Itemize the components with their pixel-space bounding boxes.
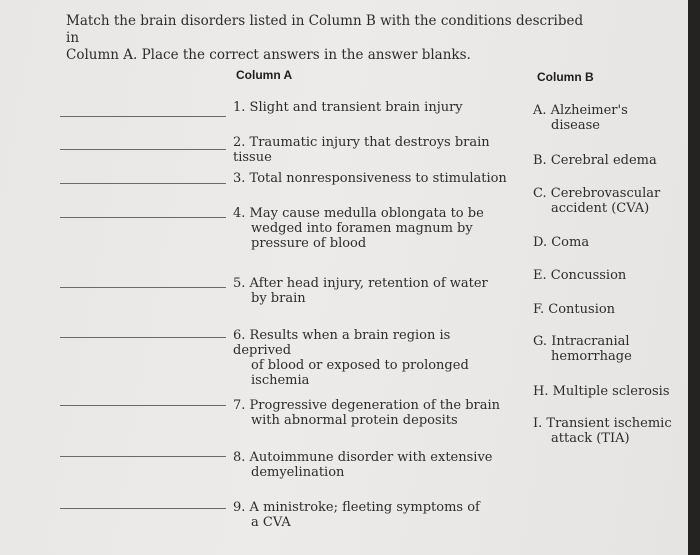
question-number: 6. <box>233 328 246 343</box>
question-text: with abnormal protein deposits <box>251 413 458 428</box>
question-text: by brain <box>251 291 306 306</box>
question-number: 4. <box>233 206 246 221</box>
question-number: 9. <box>233 500 246 515</box>
question-4 <box>233 206 508 251</box>
answer-option-a <box>533 103 683 133</box>
answer-blank-6[interactable] <box>60 337 226 338</box>
option-text: accident (CVA) <box>551 201 650 216</box>
answer-option-g <box>533 334 683 364</box>
photo-background-edge <box>688 0 700 555</box>
option-text: Cerebral edema <box>550 153 657 168</box>
question-number: 5. <box>233 276 246 291</box>
question-text: Total nonresponsiveness to stimulation <box>249 171 507 186</box>
question-3 <box>233 171 508 186</box>
answer-blank-7[interactable] <box>60 405 226 406</box>
option-letter: F. <box>533 302 545 317</box>
question-8 <box>233 450 508 480</box>
option-text: Transient ischemic <box>546 416 672 431</box>
question-text: Traumatic injury that destroys brain tissue <box>233 135 490 165</box>
question-2 <box>233 135 508 165</box>
question-text: Autoimmune disorder with extensive <box>249 450 493 465</box>
option-letter: C. <box>533 186 547 201</box>
answer-blank-2[interactable] <box>60 149 226 150</box>
option-text: Alzheimer's <box>550 103 628 118</box>
answer-blank-4[interactable] <box>60 217 226 218</box>
instructions <box>66 13 586 64</box>
question-text: ischemia <box>251 373 310 388</box>
answer-option-f <box>533 302 683 317</box>
instructions-line-1: Match the brain disorders listed in Column B with the conditions described in <box>66 13 584 46</box>
option-text: Coma <box>551 235 590 250</box>
option-letter: H. <box>533 384 549 399</box>
question-number: 8. <box>233 450 246 465</box>
answer-option-b <box>533 153 683 168</box>
answer-blank-8[interactable] <box>60 456 226 457</box>
column-a-header: Column A <box>236 68 293 82</box>
option-text: Intracranial <box>551 334 630 349</box>
question-number: 2. <box>233 135 246 150</box>
answer-option-e <box>533 268 683 283</box>
answer-blank-3[interactable] <box>60 183 226 184</box>
answer-blank-9[interactable] <box>60 508 226 509</box>
answer-option-h <box>533 384 683 399</box>
option-letter: G. <box>533 334 548 349</box>
option-letter: E. <box>533 268 547 283</box>
question-9 <box>233 500 508 530</box>
question-text: Results when a brain region is deprived <box>233 328 451 358</box>
question-7 <box>233 398 508 428</box>
question-number: 7. <box>233 398 246 413</box>
question-number: 1. <box>233 100 246 115</box>
column-b-header: Column B <box>537 70 594 84</box>
answer-blank-5[interactable] <box>60 287 226 288</box>
answer-option-c <box>533 186 683 216</box>
option-letter: I. <box>533 416 543 431</box>
question-1 <box>233 100 508 115</box>
option-text: Contusion <box>548 302 616 317</box>
option-text: Concussion <box>550 268 627 283</box>
question-5 <box>233 276 508 306</box>
option-text: Multiple sclerosis <box>552 384 670 399</box>
answer-blank-1[interactable] <box>60 116 226 117</box>
question-text: pressure of blood <box>251 236 367 251</box>
question-text: After head injury, retention of water <box>249 276 488 291</box>
question-text: May cause medulla oblongata to be <box>249 206 484 221</box>
question-text: demyelination <box>251 465 345 480</box>
question-text: wedged into foramen magnum by <box>251 221 473 236</box>
answer-option-d <box>533 235 683 250</box>
option-text: Cerebrovascular <box>550 186 661 201</box>
question-text: Progressive degeneration of the brain <box>249 398 501 413</box>
question-text: of blood or exposed to prolonged <box>251 358 469 373</box>
answer-option-i <box>533 416 683 446</box>
option-text: hemorrhage <box>551 349 632 364</box>
question-text: A ministroke; fleeting symptoms of <box>249 500 480 515</box>
option-text: disease <box>551 118 600 133</box>
question-number: 3. <box>233 171 246 186</box>
question-text: Slight and transient brain injury <box>249 100 463 115</box>
option-text: attack (TIA) <box>551 431 630 446</box>
question-6 <box>233 328 508 388</box>
option-letter: A. <box>533 103 547 118</box>
instructions-line-2: Column A. Place the correct answers in the answer blanks. <box>66 47 471 63</box>
question-text: a CVA <box>251 515 291 530</box>
option-letter: D. <box>533 235 548 250</box>
option-letter: B. <box>533 153 547 168</box>
